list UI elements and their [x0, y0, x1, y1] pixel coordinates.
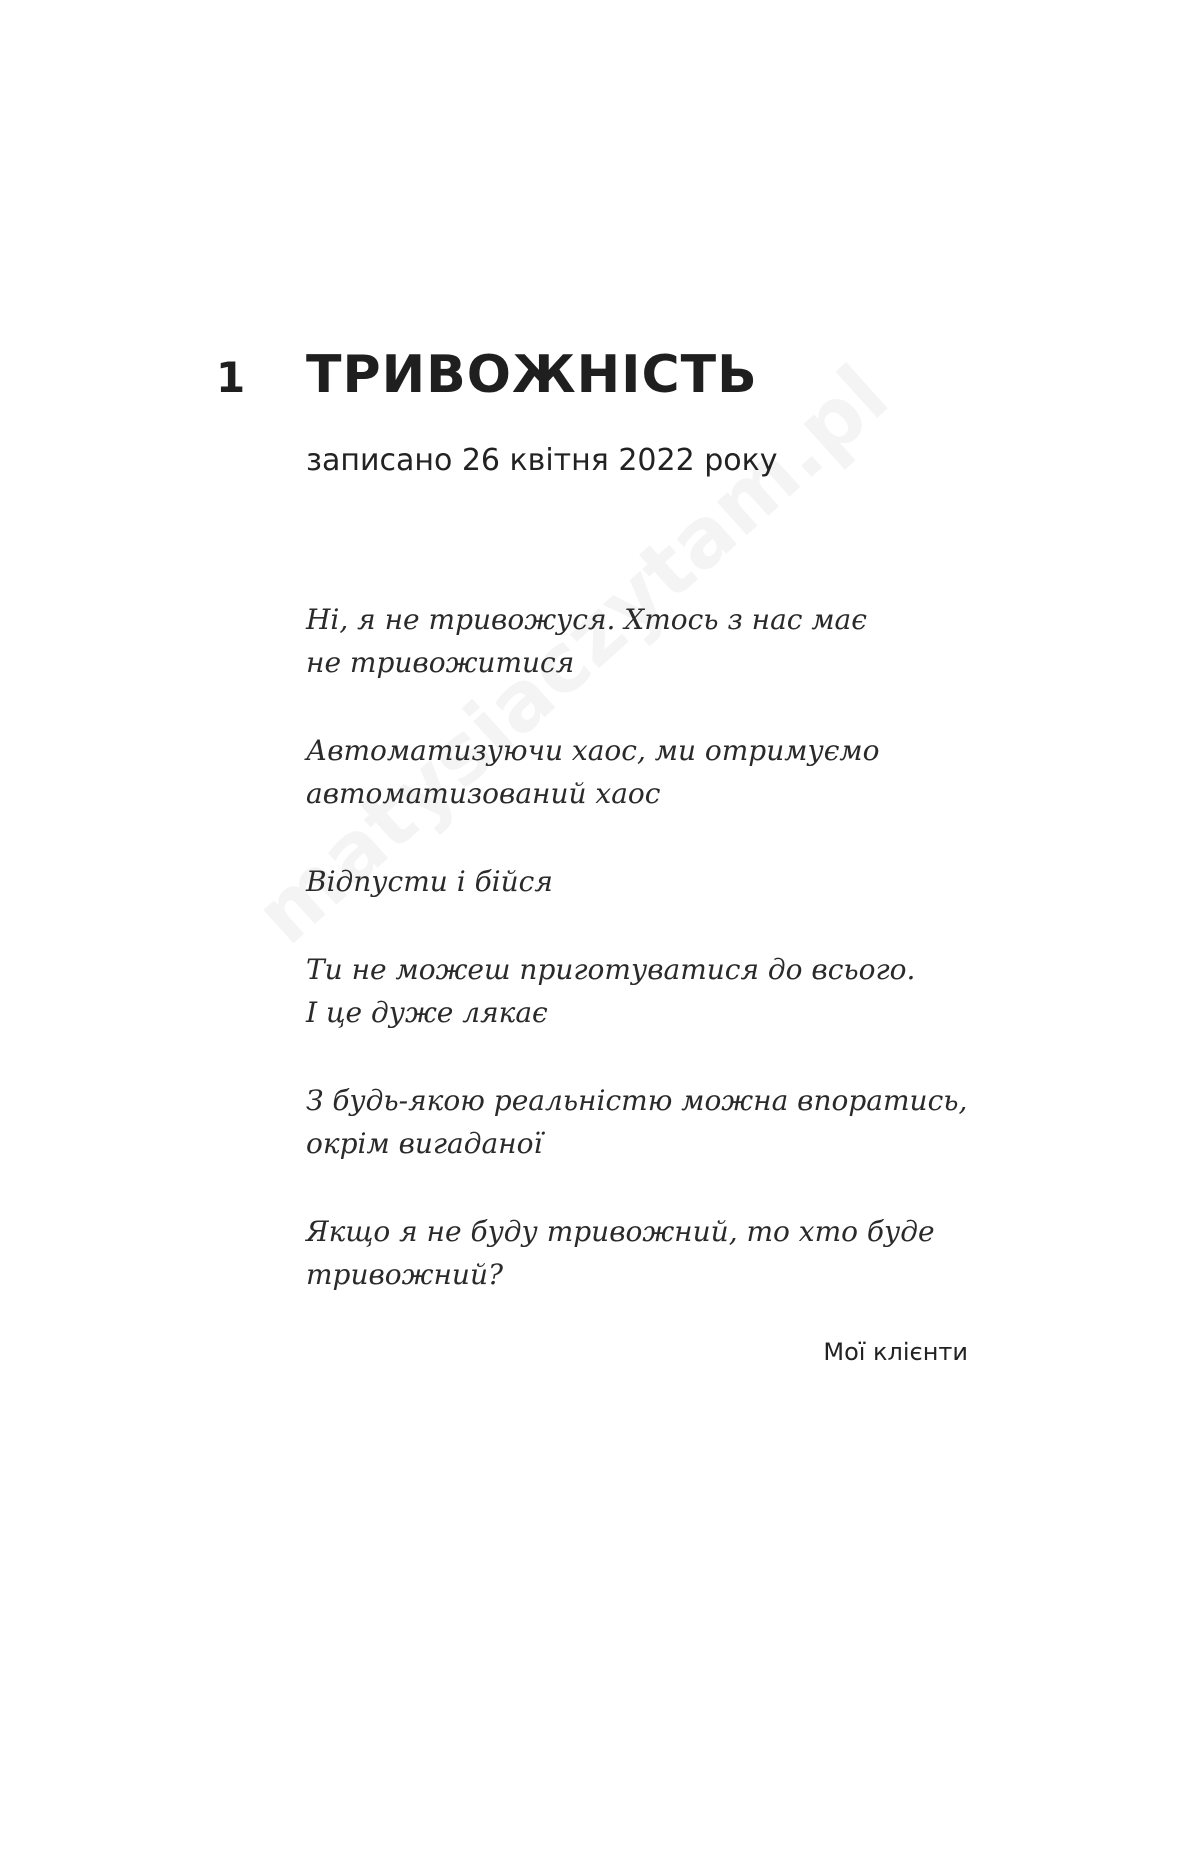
quote-line: автоматизований хаос: [306, 777, 661, 810]
quote-line: тривожний?: [306, 1258, 504, 1291]
quote-5: [306, 1079, 1006, 1165]
quote-line: Ти не можеш приготуватися до всього.: [306, 953, 916, 986]
chapter-number: 1: [216, 353, 246, 402]
chapter-date: записано 26 квітня 2022 року: [306, 443, 778, 478]
quote-line: Відпусти і бійся: [306, 865, 553, 898]
quote-4: [306, 948, 1006, 1034]
quote-2: [306, 729, 1006, 815]
quote-line: не тривожитися: [306, 646, 575, 679]
epigraph-quotes: [306, 598, 1006, 1341]
quote-line: З будь-якою реальністю можна впоратись,: [306, 1084, 968, 1117]
quote-line: Автоматизуючи хаос, ми отримуємо: [306, 734, 880, 767]
quote-line: І це дуже лякає: [306, 996, 548, 1029]
quote-attribution: Мої клієнти: [823, 1338, 968, 1366]
quote-line: Якщо я не буду тривожний, то хто буде: [306, 1215, 935, 1248]
quote-line: Ні, я не тривожуся. Хтось з нас має: [306, 603, 867, 636]
quote-1: [306, 598, 1006, 684]
quote-3: [306, 860, 1006, 903]
quote-6: [306, 1210, 1006, 1296]
chapter-title: ТРИВОЖНІСТЬ: [306, 345, 758, 405]
quote-line: окрім вигаданої: [306, 1127, 543, 1160]
chapter-header: [216, 345, 758, 405]
